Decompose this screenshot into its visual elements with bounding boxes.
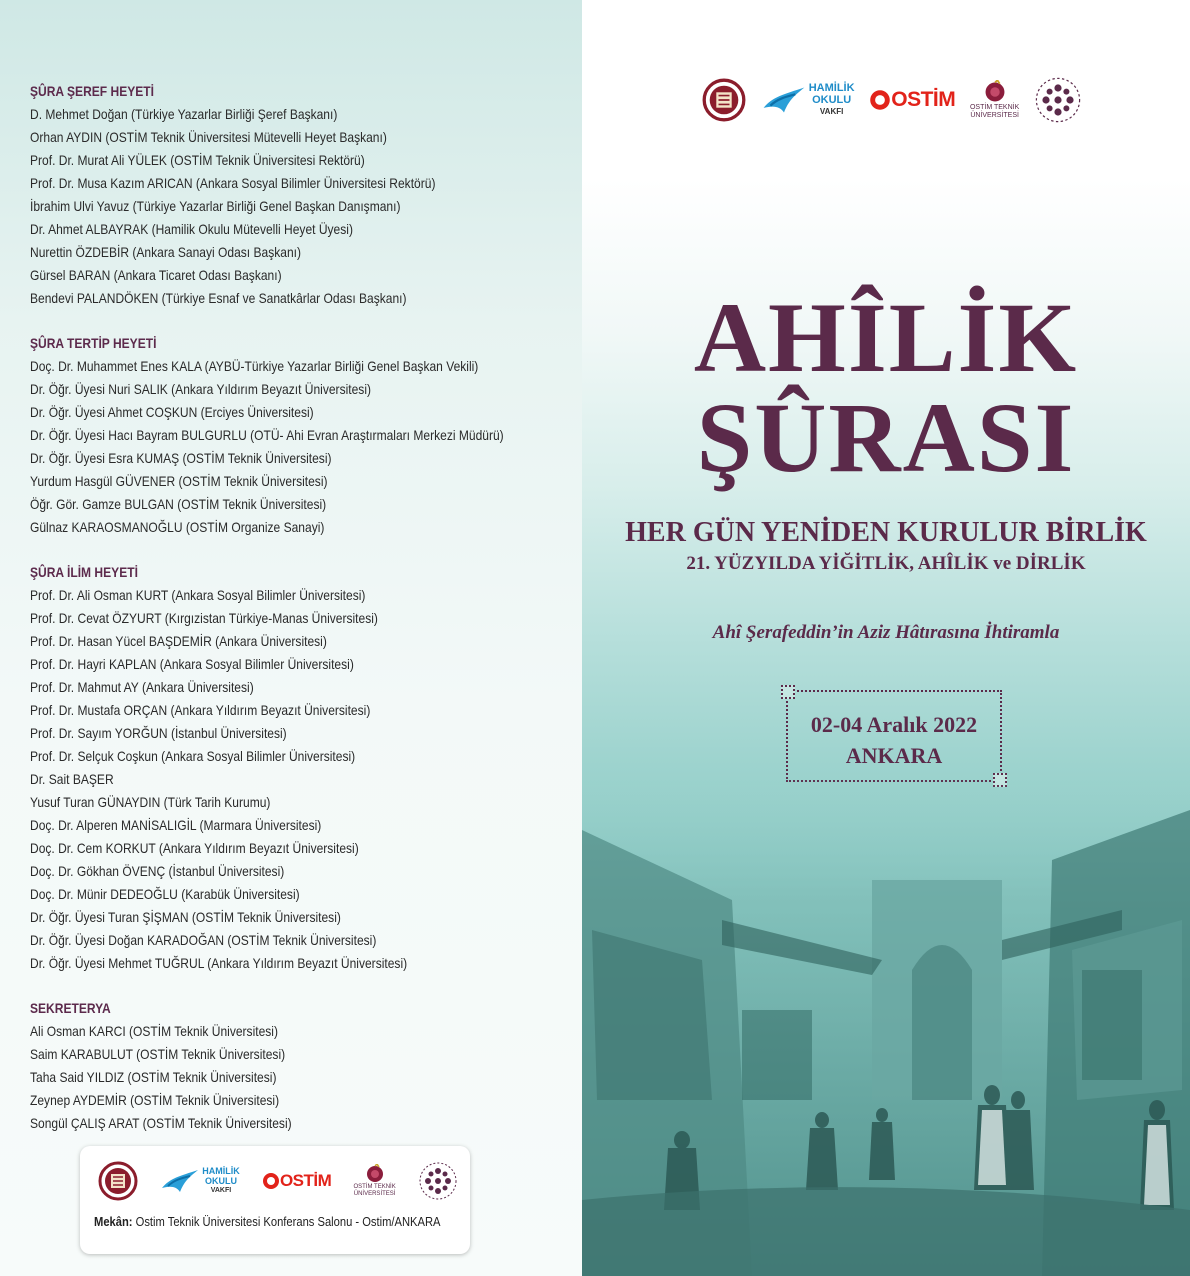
otu-line2: ÜNİVERSİTESİ <box>970 112 1019 119</box>
member-item: Orhan AYDIN (OSTİM Teknik Üniversitesi Mütevelli Heyet Başkanı) <box>30 129 387 145</box>
member-item: Yurdum Hasgül GÜVENER (OSTİM Teknik Üniversitesi) <box>30 473 328 489</box>
member-item: Yusuf Turan GÜNAYDIN (Türk Tarih Kurumu) <box>30 794 271 810</box>
member-item: Prof. Dr. Sayım YORĞUN (İstanbul Üniversitesi) <box>30 725 287 741</box>
member-item: Saim KARABULUT (OSTİM Teknik Üniversitesi) <box>30 1046 286 1062</box>
member-item: Dr. Öğr. Üyesi Turan ŞİŞMAN (OSTİM Teknik Üniversitesi) <box>30 909 341 925</box>
hamilik-line3: VAKFI <box>819 107 844 116</box>
otu-logo <box>970 80 1019 120</box>
member-item: Dr. Öğr. Üyesi Mehmet TUĞRUL (Ankara Yıldırım Beyazıt Üniversitesi) <box>30 955 408 971</box>
rose-icon <box>982 80 1008 104</box>
member-item: Dr. Ahmet ALBAYRAK (Hamilik Okulu Mütevelli Heyet Üyesi) <box>30 221 353 237</box>
committee-section <box>30 997 570 1135</box>
rose-icon <box>364 1164 386 1184</box>
member-item: Songül ÇALIŞ ARAT (OSTİM Teknik Üniversitesi) <box>30 1115 292 1131</box>
member-item: Doç. Dr. Gökhan ÖVENÇ (İstanbul Üniversitesi) <box>30 863 285 879</box>
poster-logo-row <box>702 72 1082 128</box>
poster-panel <box>582 0 1190 1276</box>
member-item: Dr. Öğr. Üyesi Ahmet COŞKUN (Erciyes Üniversitesi) <box>30 404 314 420</box>
venue-value: Ostim Teknik Üniversitesi Konferans Salonu - Ostim/ANKARA <box>135 1214 441 1229</box>
bird-icon <box>761 83 807 117</box>
event-date: 02-04 Aralık 2022 <box>810 712 978 737</box>
bird-icon <box>160 1166 200 1196</box>
hamilik-line1: HAMİLİK <box>808 82 855 94</box>
otu-line1: OSTİM TEKNİK <box>969 104 1020 111</box>
member-item: Dr. Öğr. Üyesi Hacı Bayram BULGURLU (OTÜ- Ahi Evran Araştırmaları Merkezi Müdürü) <box>30 427 504 443</box>
otu-logo <box>354 1164 396 1198</box>
hamilik-line1: HAMİLİK <box>202 1166 240 1176</box>
member-item: Prof. Dr. Mahmut AY (Ankara Üniversitesi) <box>30 679 254 695</box>
hamilik-logo <box>761 82 855 118</box>
member-item: Doç. Dr. Alperen MANİSALIGİL (Marmara Üniversitesi) <box>30 817 322 833</box>
member-item: Dr. Sait BAŞER <box>30 771 114 787</box>
seal-logo-icon <box>98 1161 138 1201</box>
member-item: Prof. Dr. Ali Osman KURT (Ankara Sosyal Bilimler Üniversitesi) <box>30 587 366 603</box>
member-item: Doç. Dr. Münir DEDEOĞLU (Karabük Üniversitesi) <box>30 886 300 902</box>
hamilik-line2: OKULU <box>204 1176 237 1186</box>
ostim-logo <box>262 1171 331 1191</box>
member-item: Dr. Öğr. Üyesi Doğan KARADOĞAN (OSTİM Teknik Üniversitesi) <box>30 932 377 948</box>
committee-panel <box>0 0 582 1276</box>
bazaar-illustration <box>582 770 1190 1276</box>
member-item: Prof. Dr. Musa Kazım ARICAN (Ankara Sosyal Bilimler Üniversitesi Rektörü) <box>30 175 436 191</box>
member-item: Zeynep AYDEMİR (OSTİM Teknik Üniversitesi) <box>30 1092 280 1108</box>
venue-text <box>94 1214 441 1229</box>
ostim-gear-icon <box>262 1172 280 1190</box>
section-title: ŞÛRA TERTİP HEYETİ <box>30 335 157 351</box>
member-item: Ali Osman KARCI (OSTİM Teknik Üniversitesi) <box>30 1023 278 1039</box>
ostim-logo-text: OSTİM <box>891 88 956 111</box>
writers-union-logo-icon <box>1034 76 1082 124</box>
committee-section <box>30 332 570 539</box>
member-item: Taha Said YILDIZ (OSTİM Teknik Üniversitesi) <box>30 1069 277 1085</box>
member-item: Öğr. Gör. Gamze BULGAN (OSTİM Teknik Üniversitesi) <box>30 496 327 512</box>
member-item: Nurettin ÖZDEBİR (Ankara Sanayi Odası Başkanı) <box>30 244 302 260</box>
committee-section <box>30 561 570 975</box>
ostim-logo <box>869 88 955 112</box>
otu-line1: OSTİM TEKNİK <box>353 1184 396 1190</box>
section-title: SEKRETERYA <box>30 1000 111 1016</box>
otu-line2: ÜNİVERSİTESİ <box>353 1191 396 1197</box>
member-item: D. Mehmet Doğan (Türkiye Yazarlar Birliği Şeref Başkanı) <box>30 106 338 122</box>
seal-logo-icon <box>702 78 746 122</box>
venue-card <box>80 1146 470 1254</box>
member-item: Gülnaz KARAOSMANOĞLU (OSTİM Organize Sanayi) <box>30 519 325 535</box>
date-box <box>786 690 1002 782</box>
writers-union-logo-icon <box>418 1161 458 1201</box>
committee-list <box>30 80 570 1157</box>
poster-title-line2: ŞÛRASI <box>696 382 1076 493</box>
poster-subtitle: HER GÜN YENİDEN KURULUR BİRLİK <box>625 517 1147 548</box>
member-item: Prof. Dr. Murat Ali YÜLEK (OSTİM Teknik Üniversitesi Rektörü) <box>30 152 365 168</box>
member-item: Prof. Dr. Selçuk Coşkun (Ankara Sosyal Bilimler Üniversitesi) <box>30 748 356 764</box>
ostim-logo-text: OSTİM <box>279 1171 332 1190</box>
section-title: ŞÛRA İLİM HEYETİ <box>30 564 138 580</box>
poster-dedication: Ahî Şerafeddin’in Aziz Hâtırasına İhtiramla <box>712 622 1060 643</box>
hamilik-line3: VAKFI <box>210 1187 232 1194</box>
section-title: ŞÛRA ŞEREF HEYETİ <box>30 83 154 99</box>
member-item: İbrahim Ulvi Yavuz (Türkiye Yazarlar Birliği Genel Başkan Danışmanı) <box>30 198 401 214</box>
venue-label: Mekân: <box>94 1214 133 1229</box>
member-item: Gürsel BARAN (Ankara Ticaret Odası Başkanı) <box>30 267 282 283</box>
committee-section <box>30 80 570 310</box>
member-item: Bendevi PALANDÖKEN (Türkiye Esnaf ve Sanatkârlar Odası Başkanı) <box>30 290 407 306</box>
ostim-gear-icon <box>869 89 891 111</box>
member-item: Prof. Dr. Cevat ÖZYURT (Kırgızistan Türkiye-Manas Üniversitesi) <box>30 610 378 626</box>
poster-subtitle2: 21. YÜZYILDA YİĞİTLİK, AHÎLİK ve DİRLİK <box>686 553 1086 574</box>
event-city: ANKARA <box>845 743 943 768</box>
member-item: Doç. Dr. Cem KORKUT (Ankara Yıldırım Beyazıt Üniversitesi) <box>30 840 359 856</box>
member-item: Prof. Dr. Hayri KAPLAN (Ankara Sosyal Bilimler Üniversitesi) <box>30 656 354 672</box>
member-item: Dr. Öğr. Üyesi Esra KUMAŞ (OSTİM Teknik Üniversitesi) <box>30 450 332 466</box>
hamilik-logo <box>160 1166 240 1196</box>
member-item: Prof. Dr. Hasan Yücel BAŞDEMİR (Ankara Üniversitesi) <box>30 633 327 649</box>
member-item: Prof. Dr. Mustafa ORÇAN (Ankara Yıldırım Beyazıt Üniversitesi) <box>30 702 371 718</box>
poster-title-line1: AHÎLİK <box>693 282 1079 393</box>
member-item: Dr. Öğr. Üyesi Nuri SALIK (Ankara Yıldırım Beyazıt Üniversitesi) <box>30 381 372 397</box>
venue-logo-row <box>98 1156 458 1206</box>
member-item: Doç. Dr. Muhammet Enes KALA (AYBÜ-Türkiye Yazarlar Birliği Genel Başkan Vekili) <box>30 358 479 374</box>
hamilik-line2: OKULU <box>812 94 852 106</box>
